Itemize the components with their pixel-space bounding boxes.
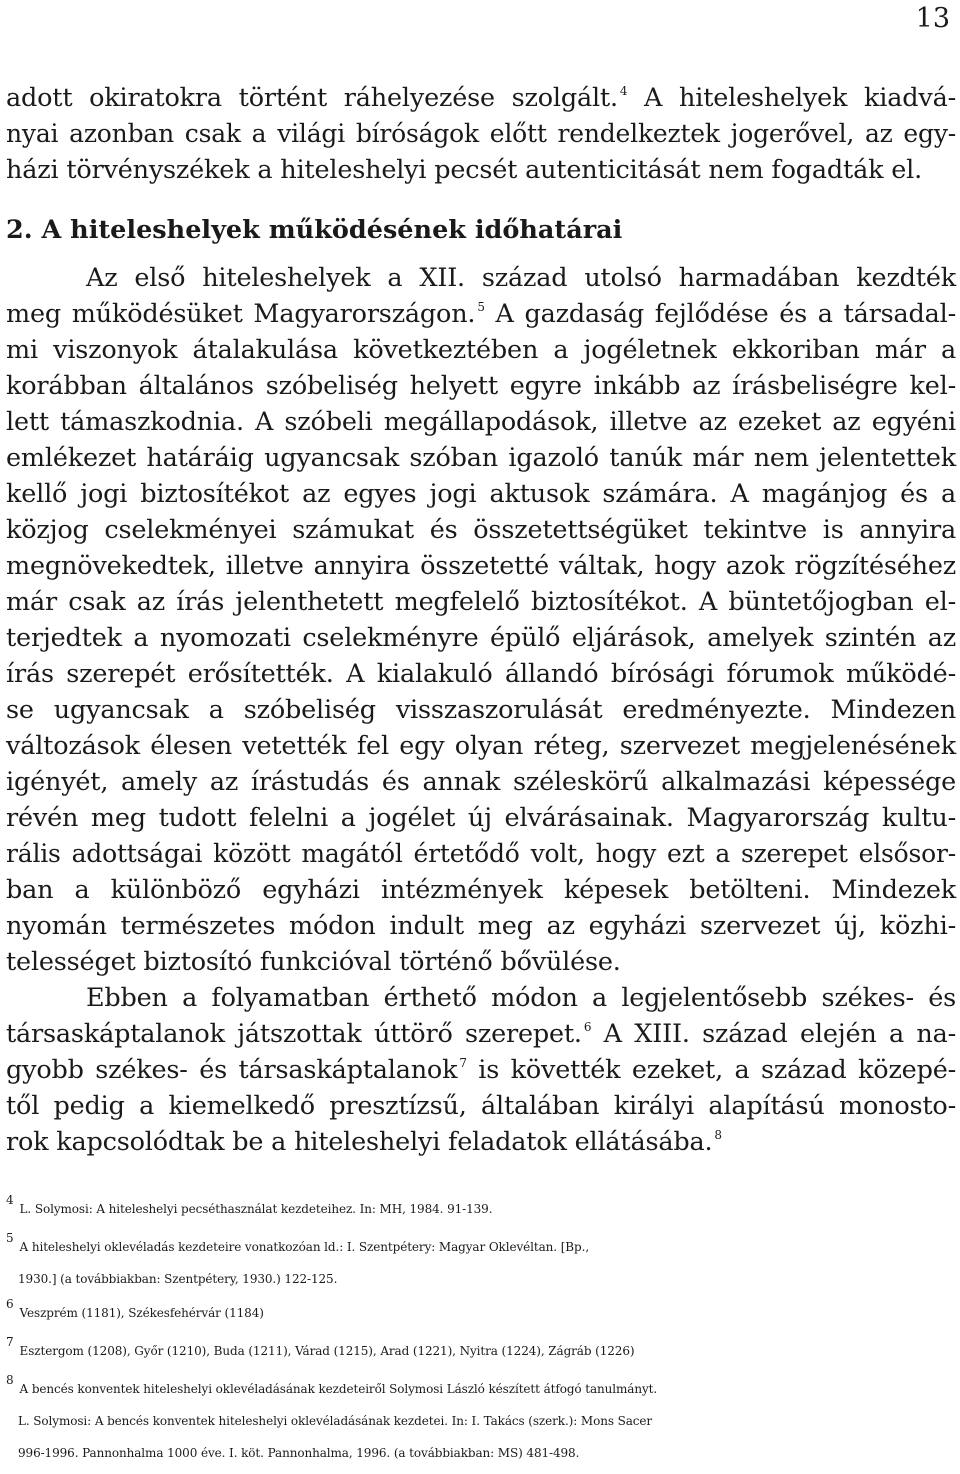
footnote-number: 7 <box>6 1335 14 1349</box>
line-text: változások élesen vetették fel egy olyan réteg, szervezet megjelenésének <box>6 731 956 761</box>
footnote-text: L. Solymosi: A hiteleshelyi pecséthasználat kezdeteihez. In: MH, 1984. 91-139. <box>19 1202 493 1216</box>
body-line <box>6 152 956 188</box>
body-line <box>6 440 956 476</box>
footnote-text: L. Solymosi: A bencés konventek hiteleshelyi oklevéladásának kezdetei. In: I. Takács (szerk.): Mons Sacer <box>18 1414 653 1428</box>
footnote-text: A bencés konventek hiteleshelyi oklevéladásának kezdeteiről Solymosi László készített átfogó tanulmányt. <box>19 1382 658 1396</box>
footnote-ref[interactable]: 6 <box>583 1020 592 1034</box>
line-text: megnövekedtek, illetve annyira összetetté váltak, hogy azok rögzítéséhez <box>6 551 956 581</box>
line-text: Az első hiteleshelyek a XII. század utolsó harmadában kezdték <box>86 263 956 293</box>
footnote-number: 6 <box>6 1297 14 1311</box>
body-line <box>6 368 956 404</box>
footnote-ref[interactable]: 5 <box>477 300 485 314</box>
body-line <box>86 260 956 296</box>
body-line <box>6 728 956 764</box>
body-line <box>6 296 956 332</box>
footnote-5-continued <box>18 1266 960 1292</box>
body-line <box>6 512 956 548</box>
body-line <box>6 656 956 692</box>
footnote-6 <box>6 1297 956 1326</box>
footnote-4 <box>6 1193 956 1222</box>
footnote-text: Veszprém (1181), Székesfehérvár (1184) <box>19 1306 264 1320</box>
line-text: nyomán természetes módon indult meg az egyházi szervezet új, közhi- <box>6 911 956 941</box>
line-text: révén meg tudott felelni a jogélet új elvárásainak. Magyarország kultu- <box>6 803 956 833</box>
line-text: társaskáptalanok játszottak úttörő szerepet. <box>6 1019 582 1049</box>
body-line <box>6 872 956 908</box>
body-line <box>6 764 956 800</box>
line-text: igényét, amely az írástudás és annak széleskörű alkalmazási képessége <box>6 767 956 797</box>
line-text: telességet biztosító funkcióval történő bővülése. <box>6 947 621 977</box>
line-text: korábban általános szóbeliség helyett egyre inkább az írásbeliségre kel- <box>6 371 956 401</box>
body-line <box>6 1088 956 1124</box>
body-line <box>86 980 956 1016</box>
footnote-ref[interactable]: 7 <box>459 1056 467 1070</box>
line-text: A gazdaság fejlődése és a társadal- <box>484 299 956 329</box>
footnote-number: 5 <box>6 1231 14 1245</box>
body-line <box>6 80 956 116</box>
body-line <box>6 800 956 836</box>
body-line <box>6 476 956 512</box>
footnote-8 <box>6 1373 956 1402</box>
footnote-number: 8 <box>6 1373 14 1387</box>
line-text: rok kapcsolódtak be a hiteleshelyi feladatok ellátásába. <box>6 1127 713 1157</box>
body-line <box>6 620 956 656</box>
footnote-7 <box>6 1335 956 1364</box>
line-text: emlékezet határáig ugyancsak szóban igazoló tanúk már nem jelentettek <box>6 443 956 473</box>
footnote-8-continued <box>18 1440 960 1466</box>
line-text: terjedtek a nyomozati cselekményre épülő eljárások, amelyek szintén az <box>6 623 956 653</box>
body-line <box>6 404 956 440</box>
line-text: től pedig a kiemelkedő presztízsű, általában királyi alapítású monosto- <box>6 1091 956 1121</box>
page-number: 13 <box>915 3 950 34</box>
body-line <box>6 944 956 980</box>
body-line <box>6 332 956 368</box>
line-text: házi törvényszékek a hiteleshelyi pecsét autenticitását nem fogadták el. <box>6 155 922 185</box>
line-text: Ebben a folyamatban érthető módon a legjelentősebb székes- és <box>86 983 956 1013</box>
footnote-text: Esztergom (1208), Győr (1210), Buda (1211), Várad (1215), Arad (1221), Nyitra (1224), Zágráb (1226) <box>19 1344 635 1358</box>
line-text: gyobb székes- és társaskáptalanok <box>6 1055 458 1085</box>
footnote-text: A hiteleshelyi oklevéladás kezdeteire vonatkozóan ld.: I. Szentpétery: Magyar Oklevéltan. [Bp., <box>19 1240 590 1254</box>
line-text: írás szerepét erősítették. A kialakuló állandó bírósági fórumok működé- <box>6 659 956 689</box>
line-text: már csak az írás jelenthetett megfelelő biztosítékot. A büntetőjogban el- <box>6 587 956 617</box>
footnote-text: 1930.] (a továbbiakban: Szentpétery, 1930.) 122-125. <box>18 1272 338 1286</box>
line-text: lett támaszkodnia. A szóbeli megállapodások, illetve az ezeket az egyéni <box>6 407 956 437</box>
footnote-number: 4 <box>6 1193 14 1207</box>
line-text: is követték ezeket, a század közepé- <box>466 1055 957 1085</box>
body-line <box>6 1124 956 1160</box>
body-line <box>6 1052 956 1088</box>
body-line <box>6 584 956 620</box>
line-text: adott okiratokra történt ráhelyezése szolgált. <box>6 83 618 113</box>
line-text: mi viszonyok átalakulása következtében a jogéletnek ekkoriban már a <box>6 335 956 365</box>
body-line <box>6 692 956 728</box>
line-text: A hiteleshelyek kiadvá- <box>627 83 956 113</box>
line-text: A XIII. század elején a na- <box>591 1019 956 1049</box>
line-text: nyai azonban csak a világi bíróságok előtt rendelkeztek jogerővel, az egy- <box>6 119 956 148</box>
body-line <box>6 836 956 872</box>
line-text: közjog cselekményei számukat és összetettségüket tekintve is annyira <box>6 515 956 545</box>
footnote-ref[interactable]: 8 <box>714 1128 722 1142</box>
line-text: rális adottságai között magától értetődő volt, hogy ezt a szerepet elsősor- <box>6 839 956 868</box>
line-text: se ugyancsak a szóbeliség visszaszorulását eredményezte. Mindezen <box>6 695 956 725</box>
line-text: ban a különböző egyházi intézmények képesek betölteni. Mindezek <box>6 875 956 905</box>
footnote-8-continued <box>18 1408 960 1434</box>
body-line <box>6 116 956 152</box>
line-text: kellő jogi biztosítékot az egyes jogi aktusok számára. A magánjog és a <box>6 479 956 509</box>
body-line <box>6 908 956 944</box>
footnote-text: 996-1996. Pannonhalma 1000 éve. I. köt. Pannonhalma, 1996. (a továbbiakban: MS) 481-498. <box>18 1446 580 1460</box>
footnote-ref[interactable]: 4 <box>619 84 628 98</box>
body-line <box>6 1016 956 1052</box>
line-text: meg működésüket Magyarországon. <box>6 299 476 329</box>
body-line <box>6 548 956 584</box>
section-heading: 2. A hiteleshelyek működésének időhatárai <box>6 215 623 245</box>
footnote-5 <box>6 1231 956 1260</box>
